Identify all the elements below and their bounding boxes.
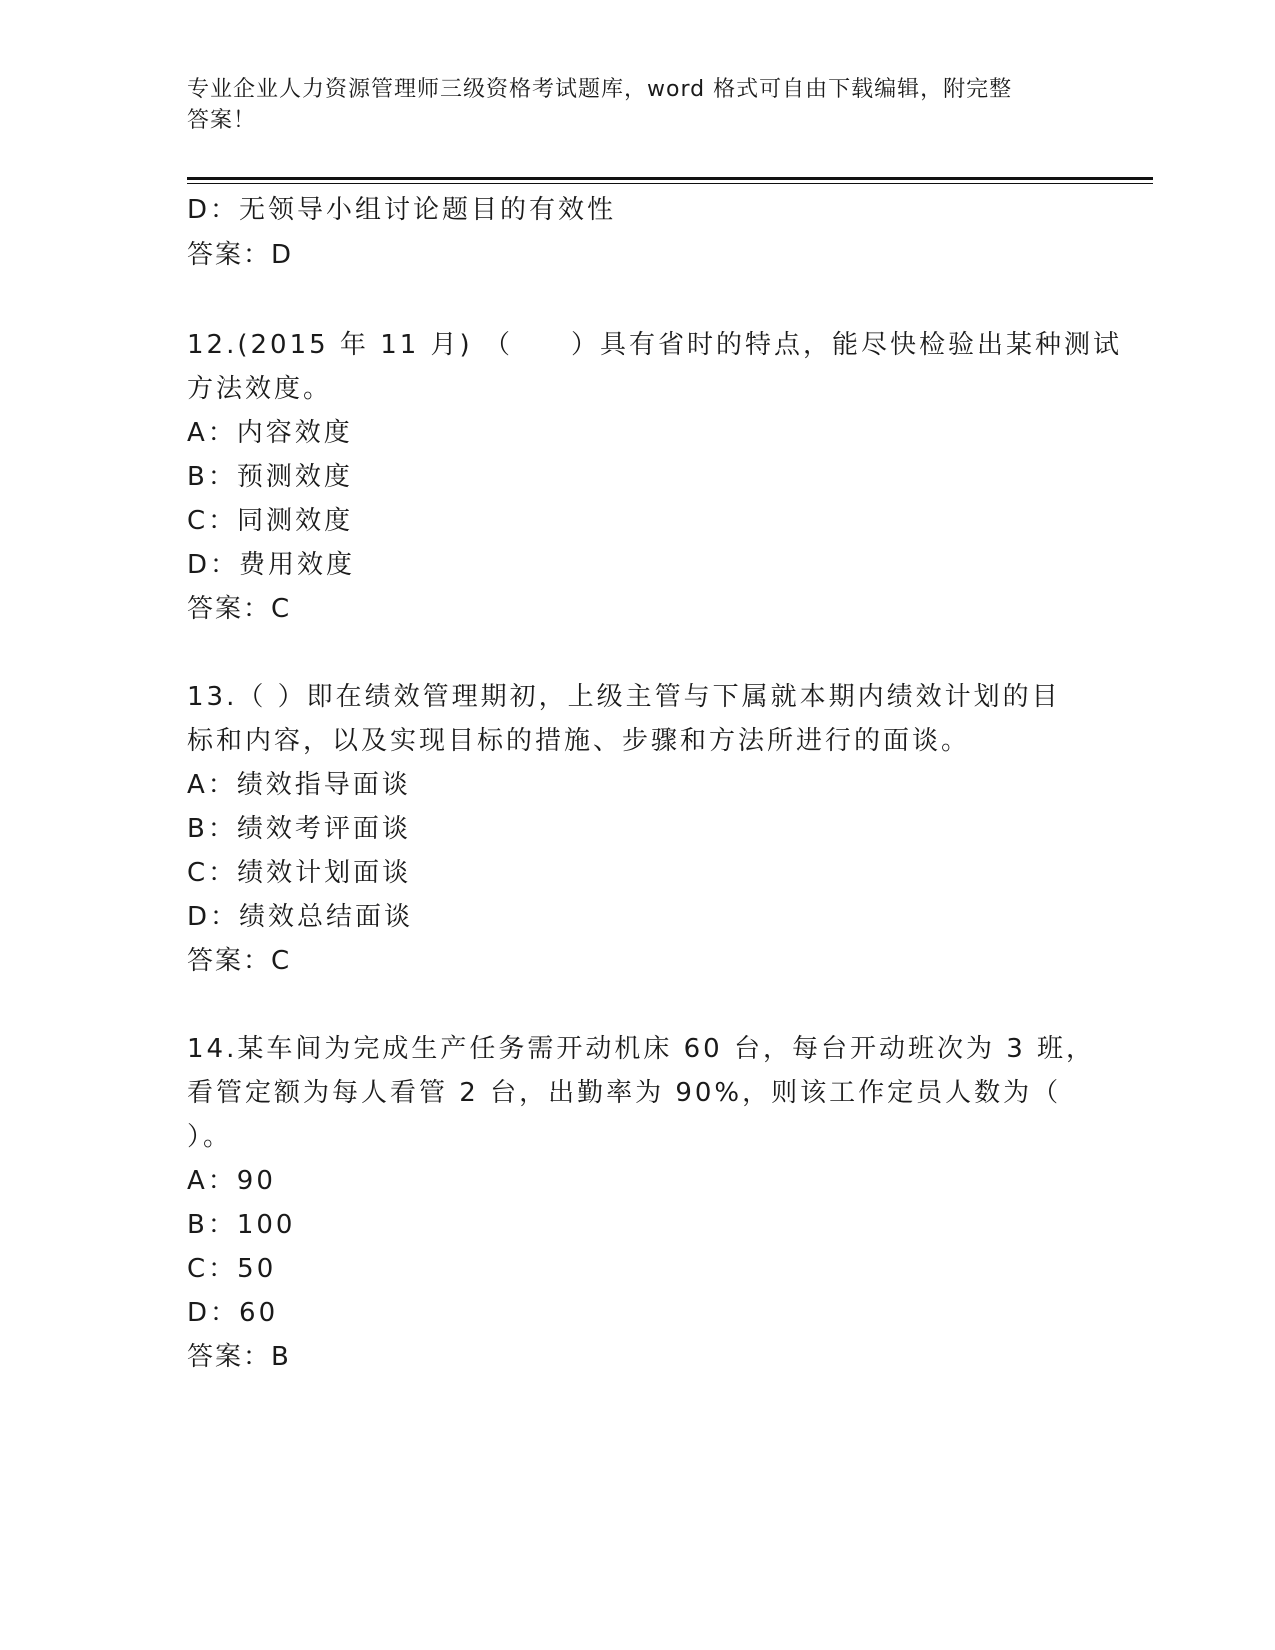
header-line-2: 答案！ [187,108,257,133]
q12-option-b: B：预测效度 [187,462,353,492]
q14-stem-line-1: 14.某车间为完成生产任务需开动机床 60 台，每台开动班次为 3 班， [187,1034,1096,1064]
q13-option-b: B：绩效考评面谈 [187,814,411,844]
q14-option-b: B：100 [187,1210,296,1240]
q12-option-a: A：内容效度 [187,418,353,448]
q14-option-a: A：90 [187,1166,276,1196]
q13-answer: 答案：C [187,946,292,976]
q12-stem-line-2: 方法效度。 [187,374,333,404]
document-header [187,74,1067,136]
q12-option-c: C：同测效度 [187,506,354,536]
q14-stem-line-2: 看管定额为每人看管 2 台，出勤率为 90%，则该工作定员人数为（ [187,1078,1062,1108]
q13-option-d: D：绩效总结面谈 [187,902,414,932]
q14-answer: 答案：B [187,1342,291,1372]
q13-stem-line-2: 标和内容，以及实现目标的措施、步骤和方法所进行的面谈。 [187,726,971,756]
q12-option-d: D：费用效度 [187,550,356,580]
q14-option-d: D：60 [187,1298,279,1328]
q13-stem-line-1: 13.（ ）即在绩效管理期初，上级主管与下属就本期内绩效计划的目 [187,682,1061,712]
header-line-1: 专业企业人力资源管理师三级资格考试题库，word 格式可自由下载编辑，附完整 [187,77,1013,102]
q14-option-c: C：50 [187,1254,277,1284]
header-divider-thin [187,183,1153,184]
q11-option-d: D：无领导小组讨论题目的有效性 [187,195,617,225]
q13-option-a: A：绩效指导面谈 [187,770,411,800]
q12-stem-line-1: 12.(2015 年 11 月) （ ）具有省时的特点，能尽快检验出某种测试 [187,330,1122,360]
header-divider-thick [187,177,1153,180]
q14-stem-line-3: ）。 [187,1122,233,1152]
q11-answer: 答案：D [187,240,294,270]
q12-answer: 答案：C [187,594,292,624]
q13-option-c: C：绩效计划面谈 [187,858,412,888]
